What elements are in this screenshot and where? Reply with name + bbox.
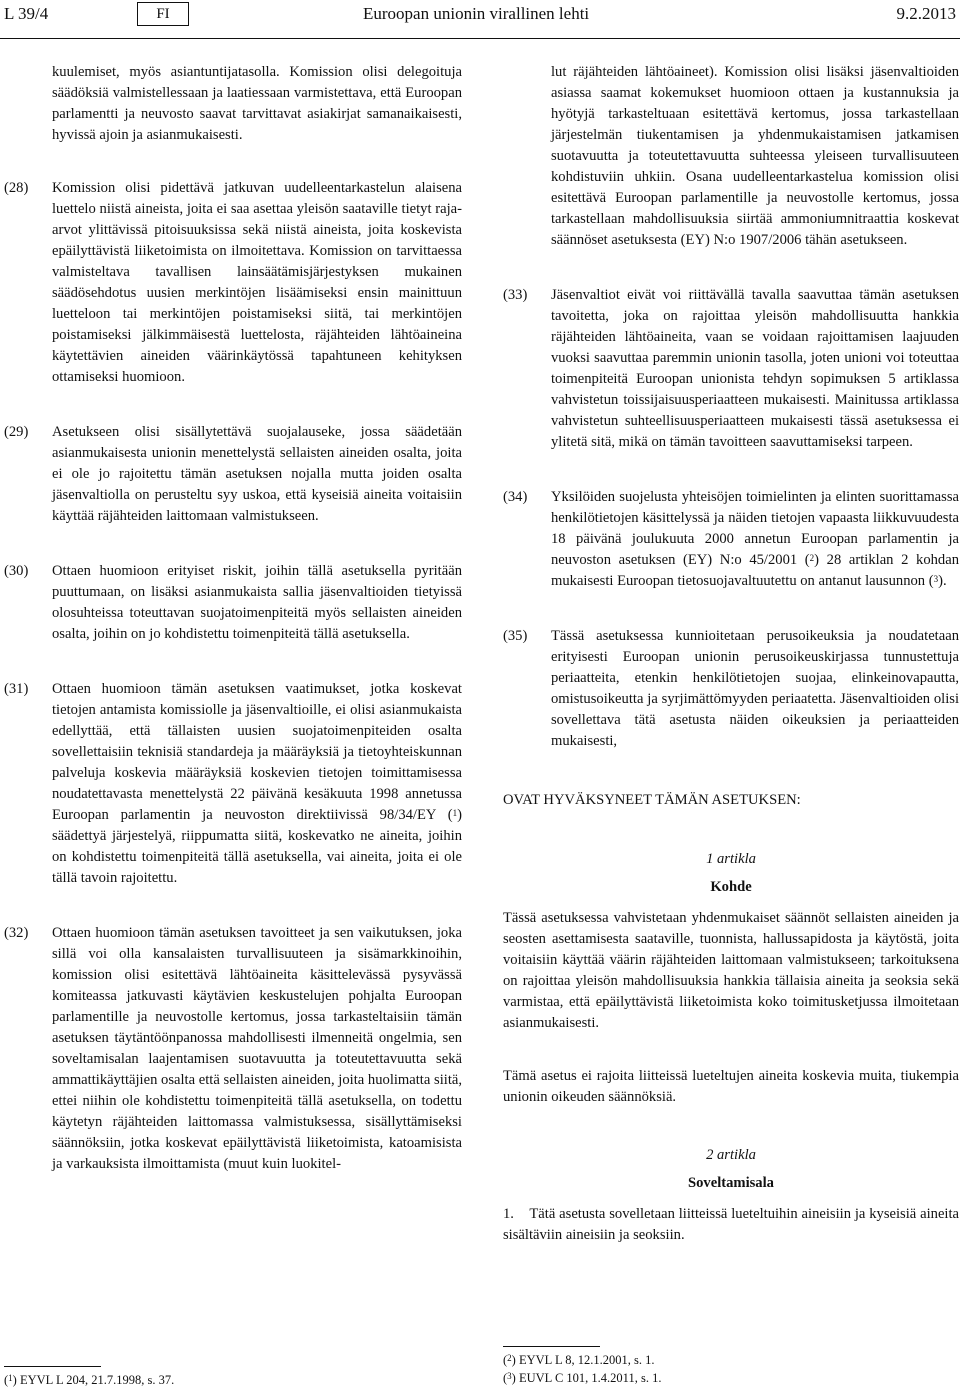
- footnote-text: EYVL L 204, 21.7.1998, s. 37.: [19, 1373, 175, 1387]
- recital-33: [503, 285, 959, 453]
- recital-text: Komission olisi pidettävä jatkuvan uudelleentarkastelun alaisena luettelo niistä aineista, joita ei saa asettaa yleisön saataville tietyt raja-arvot ylittävissä pitoisuuksissa sekä niistä aineista, joita koskevista epäilyttävistä liiketoimista on ilmoitettava. Komission on tarvittaessa valmisteltava tavallisen lainsäätämisjärjestyksen mukainen säädösehdotus uusien merkintöjen lisäämiseksi ensin mainittuun luetteloon tai merkintöjen poistamiseksi siitä, tai merkintöjen poistamiseksi jälkimmäisestä luettelosta, räjähteiden lähtöaineina käytettävien aineiden väärinkäytössä tapahtuneen kehityksen ottamiseksi huomioon.: [52, 180, 462, 385]
- recital-text: Asetukseen olisi sisällytettävä suojalauseke, jossa säädetään asianmukaisesta unionin menettelystä sellaisten aineiden osalta, joita ei ole jo rajoitettu tämän asetuksen nojalla mutta joiden osalta jäsenvaltiolla on perusteltu syy uskoa, että kyseisiä aineita voitaisiin käyttää räjähteiden laittomaan valmistukseen.: [52, 424, 462, 524]
- footnote-rule: [503, 1346, 600, 1347]
- recital-number: (30): [4, 563, 29, 579]
- article-1-title: Kohde: [710, 879, 752, 895]
- recital-number: (29): [4, 424, 29, 440]
- recital-32: [4, 923, 462, 1175]
- recital-31: [4, 679, 462, 889]
- journal-title: Euroopan unionin virallinen lehti: [363, 4, 590, 23]
- article-1-number: 1 artikla: [706, 851, 756, 867]
- footnote-number: 2: [507, 1353, 512, 1363]
- recital-text: Tässä asetuksessa kunnioitetaan perusoikeuksia ja noudatetaan erityisesti Euroopan unionin perusoikeuskirjassa tunnustettuja periaatteita, etenkin henkilötietojen suojaa, elinkeinovapautta, omistusoikeutta ja syrjimättömyyden periaatetta. Jäsenvaltioiden olisi sovellettava tätä asetusta näiden oikeuksien ja periaatteiden mukaisesti,: [551, 628, 959, 749]
- language-code-box: FI: [137, 2, 189, 26]
- left-column: [4, 62, 462, 1175]
- article-1-paragraph-1: Tässä asetuksessa vahvistetaan yhdenmukaiset säännöt sellaisten aineiden ja seosten asettamisesta saataville, tuonnista, hallussapidosta ja käytöstä, joita voitaisiin käyttää väärin räjähteiden laittomaan valmistukseen; tarkoituksena on rajoittaa yleisön mahdollisuuksia hankkia tällaisia aineita ja seoksia sekä varmistaa, että epäilyttävistä liiketoimista koko toimitusketjussa ilmoitetaan asianmukaisesti.: [503, 910, 959, 1031]
- right-column: [503, 62, 959, 1246]
- recital-number: (35): [503, 628, 528, 644]
- paragraph-text: Tätä asetusta sovelletaan liitteissä lueteltuihin aineisiin ja kyseisiä aineita sisältäviin aineisiin ja seoksiin.: [503, 1206, 960, 1243]
- recital-number: (33): [503, 287, 528, 303]
- footnote-rule: [4, 1366, 101, 1367]
- recital-text: Ottaen huomioon erityiset riskit, joihin tällä asetuksella pyritään puuttumaan, on lisäksi asianmukaista sallia jäsenvaltioiden tietyissä olosuhteissa toteuttavan suojatoimenpiteitä myös sellaisten aineiden osalta, joihin on jo kohdistettu toimenpiteitä tällä asetuksella.: [52, 563, 462, 642]
- footnote-text: EYVL L 8, 12.1.2001, s. 1.: [518, 1353, 655, 1367]
- article-2-title: Soveltamisala: [688, 1175, 774, 1191]
- recital-35: [503, 626, 959, 752]
- recital-number: (31): [4, 681, 29, 697]
- footnote-reference: 3: [933, 574, 939, 584]
- recital-34: [503, 487, 959, 592]
- recital-number: (32): [4, 925, 29, 941]
- recital-number: (28): [4, 180, 29, 196]
- header-rule: [0, 38, 960, 39]
- article-2-number: 2 artikla: [706, 1147, 756, 1163]
- footnote-reference: 2: [809, 553, 815, 563]
- recital-text: [52, 679, 462, 889]
- footnote-3: ($^3$) EUVL C 101, 1.4.2011, s. 1.: [503, 1371, 662, 1385]
- recital-number: (34): [503, 489, 528, 505]
- footnote-text: EUVL C 101, 1.4.2011, s. 1.: [518, 1371, 662, 1385]
- recital-text-part: Yksilöiden suojelusta yhteisöjen toimielinten ja elinten suorittamassa henkilötietojen käsittelyssä ja näiden tietojen vapaasta liikkuvuudesta 18 päivänä joulukuuta 2000 annetun Euroopan parlamentin ja neuvoston asetuksen (EY) N:o 45/2001 (: [551, 489, 959, 568]
- article-2-paragraph-1: [503, 1204, 959, 1246]
- footnote-number: 3: [507, 1371, 512, 1381]
- page-number: L 39/4: [4, 4, 49, 23]
- footnote-2: ($^2$) EYVL L 8, 12.1.2001, s. 1.: [503, 1353, 655, 1367]
- article-1-paragraph-2: Tämä asetus ei rajoita liitteissä lueteltujen aineita koskevia muita, tiukempia unionin oikeuden säännöksiä.: [503, 1068, 959, 1105]
- footnote-reference: 1: [452, 808, 458, 818]
- recital-30: [4, 561, 462, 645]
- recital-text-part: ).: [938, 573, 947, 589]
- continued-recital-text: kuulemiset, myös asiantuntijatasolla. Komission olisi delegoituja säädöksiä valmistellessaan ja laatiessaan varmistettava, että Euroopan parlamentti ja neuvosto saavat tarvittavat asiakirjat samanaikaisesti, hyvissä ajoin ja asianmukaisesti.: [52, 64, 462, 143]
- page-header: [0, 0, 960, 30]
- recital-text: Jäsenvaltiot eivät voi riittävällä tavalla saavuttaa tämän asetuksen tavoitetta, joka on rajoittaa yleisön mahdollisuutta hankkia räjähteiden lähtöaineita, vaan se voidaan rajoittamisen laajuuden vuoksi saavuttaa paremmin unionin tasolla, joten unioni voi toteuttaa toimenpiteitä Euroopan unionista tehdyn sopimuksen 5 artiklassa vahvistetun toissijaisuusperiaatteen mukaisesti. Mainitussa artiklassa vahvistetun suhteellisuusperiaatteen mukaisesti tässä asetuksessa ei ylitetä sitä, mikä on tämän tavoitteen saavuttamiseksi tarpeen.: [551, 287, 959, 450]
- continued-recital-text: lut räjähteiden lähtöaineet). Komission olisi lisäksi jäsenvaltioiden asiassa saamat kokemukset huomioon ottaen ja kustannuksia ja hyötyjä tarkasteltuaan esitettävä kertomus, jossa tarkastellaan järjestelmän tiukentamisen ja yhdenmukaistamisen jatkamisen suotavuutta ja toteutettavuutta suhteessa yleiseen turvallisuuteen kohdistuviin uhkiin. Osana uudelleentarkastelua komission olisi esitettävä Euroopan parlamentille ja neuvostolle kertomus, jossa tarkastellaan mahdollisuuksia siirtää ammoniumnitraattia koskevat säännöset asetuksesta (EY) N:o 1907/2006 tähän asetukseen.: [551, 64, 959, 248]
- footnote-number: 1: [8, 1373, 13, 1383]
- enacting-formula: OVAT HYVÄKSYNEET TÄMÄN ASETUKSEN:: [503, 792, 801, 808]
- recital-28: [4, 178, 462, 388]
- publication-date: 9.2.2013: [896, 4, 956, 23]
- recital-text-part: Ottaen huomioon tämän asetuksen vaatimukset, jotka koskevat tietojen antamista komissiolle ja jäsenvaltioille, ei olisi asianmukaista edellyttää, että tällaisten uusien suojatoimenpiteiden osalta sovellettaisiin teknisiä standardeja ja määräyksiä ja tietoyhteiskunnan palveluja koskevia määräyksiä koskevien tietojen toimittamisessa noudatettavasta menettelystä 22 päivänä kesäkuuta 1998 annetussa Euroopan parlamentin ja neuvoston direktiivissä 98/34/EY (: [52, 681, 462, 823]
- footnote-1: ($^1$) EYVL L 204, 21.7.1998, s. 37.: [4, 1373, 175, 1387]
- paragraph-number: 1.: [503, 1206, 514, 1222]
- recital-text: [551, 487, 959, 592]
- recital-text-part: ) säädettyä järjestelyä, riippumatta siitä, koskevatko ne aineita, joihin on kohdistettu toimenpiteitä tällä asetuksella, vai aineita, joita ei ole tällä tavoin rajoitettu.: [52, 807, 462, 886]
- recital-text: Ottaen huomioon tämän asetuksen tavoitteet ja sen vaikutuksen, joka sillä voi olla kansalaisten turvallisuuteen ja sisämarkkinoihin, komission olisi esitettävä lähtöaineita käsittelevässä pysyvässä komiteassa jatkuvasti käytävien keskustelujen pohjalta Euroopan parlamentille ja neuvostolle kertomus, jossa tarkasteltaisiin tämän asetuksen täytäntöönpanossa mahdollisesti ilmenneitä ongelmia, sen soveltamisalan laajentamisen suotavuutta ja toteutettavuutta sekä ammattikäyttäjien osalta että sellaisten aineiden, joita huolimatta siitä, ettei niihin ole kohdistettu toimenpiteitä tällä asetuksella, on todettu käytetyn räjähteiden laittomassa valmistuksessa, sisällyttämiseksi säännöksiin, jotka koskevat epäilyttävistä liiketoimista, katoamisista ja varkauksista ilmoittamista (muut kuin luokitel-: [52, 925, 462, 1172]
- recital-29: [4, 422, 462, 527]
- recital-text-part: ) 28 artiklan 2 kohdan mukaisesti Euroopan tietosuojavaltuutettu on antanut lausunnon (: [551, 552, 959, 589]
